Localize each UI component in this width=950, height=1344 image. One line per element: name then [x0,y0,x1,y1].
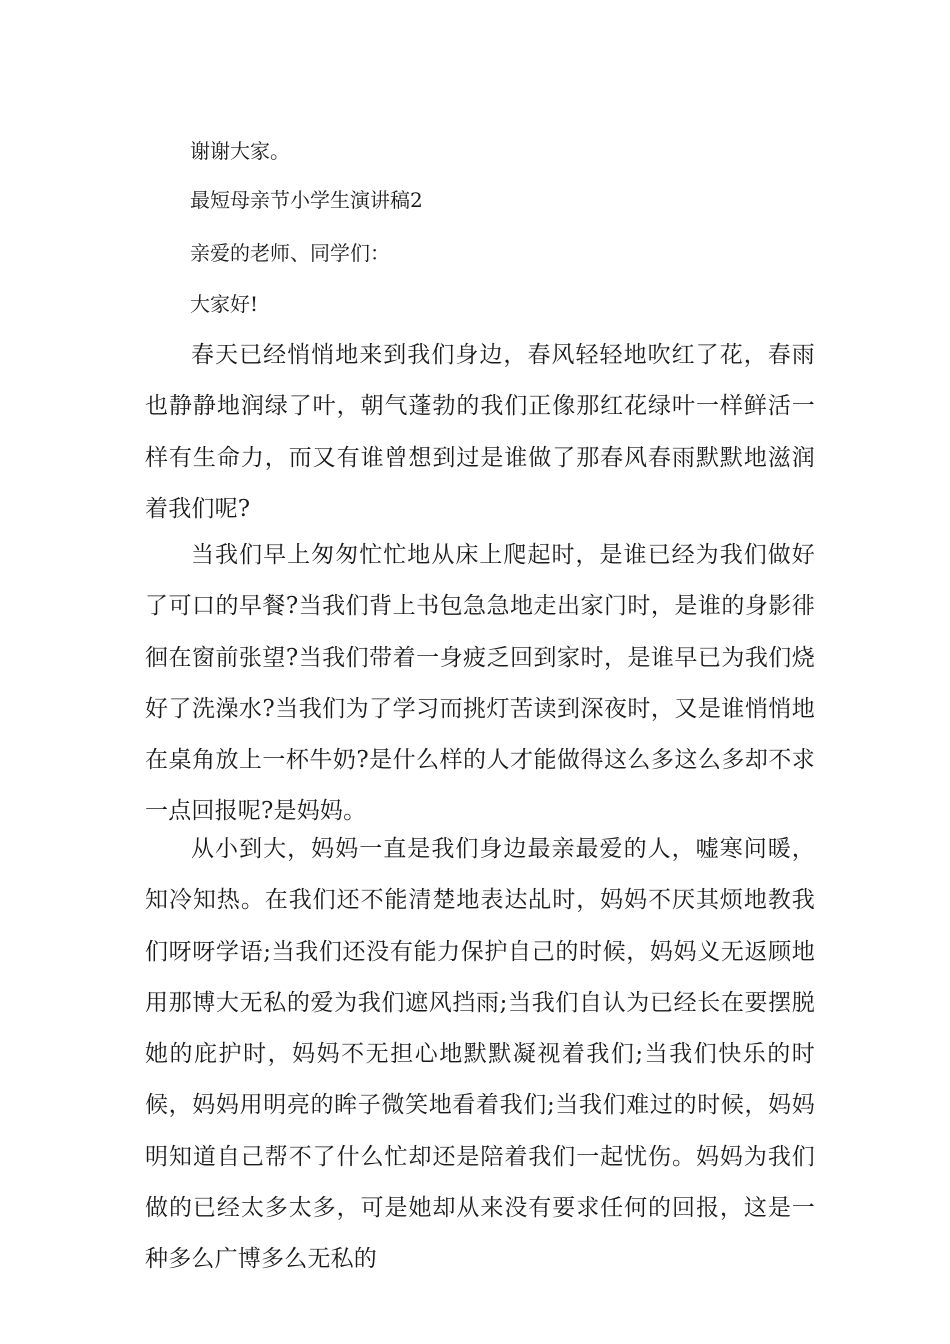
closing-thanks-line: 谢谢大家。 [190,139,290,163]
speech-title: 最短母亲节小学生演讲稿2 [190,188,423,212]
body-paragraph-growing-up: 从小到大，妈妈一直是我们身边最亲最爱的人，嘘寒问暖，知冷知热。在我们还不能清楚地表达乩时，妈妈不厌其烦地教我们呀呀学语;当我们还没有能力保护自己的时候，妈妈义无返顾地用那博大无私的爱为我们遮风挡雨;当我们自认为已经长在要摆脱她的庇护时，妈妈不无担心地默默凝视着我们;当我们快乐的时候，妈妈用明亮的眸子微笑地看着我们;当我们难过的时候，妈妈明知道自己帮不了什么忙却还是陪着我们一起忧伤。妈妈为我们做的已经太多太多，可是她却从来没有要求任何的回报，这是一种多么广博多么无私的 [145,836,815,1273]
body-paragraph-morning: 当我们早上匆匆忙忙地从床上爬起时，是谁已经为我们做好了可口的早餐?当我们背上书包急急地走出家门时，是谁的身影徘徊在窗前张望?当我们带着一身疲乏回到家时，是谁早已为我们烧好了洗澡水?当我们为了学习而挑灯苦读到深夜时，又是谁悄悄地在桌角放上一杯牛奶?是什么样的人才能做得这么多这么多却不求一点回报呢?是妈妈。 [145,542,815,825]
salutation-line: 亲爱的老师、同学们： [190,241,390,265]
greeting-line: 大家好! [190,292,259,316]
body-paragraph-spring: 春天已经悄悄地来到我们身边，春风轻轻地吹红了花，春雨也静静地润绿了叶，朝气蓬勃的我们正像那红花绿叶一样鲜活一样有生命力，而又有谁曾想到过是谁做了那春风春雨默默地滋润着我们呢? [145,342,815,522]
